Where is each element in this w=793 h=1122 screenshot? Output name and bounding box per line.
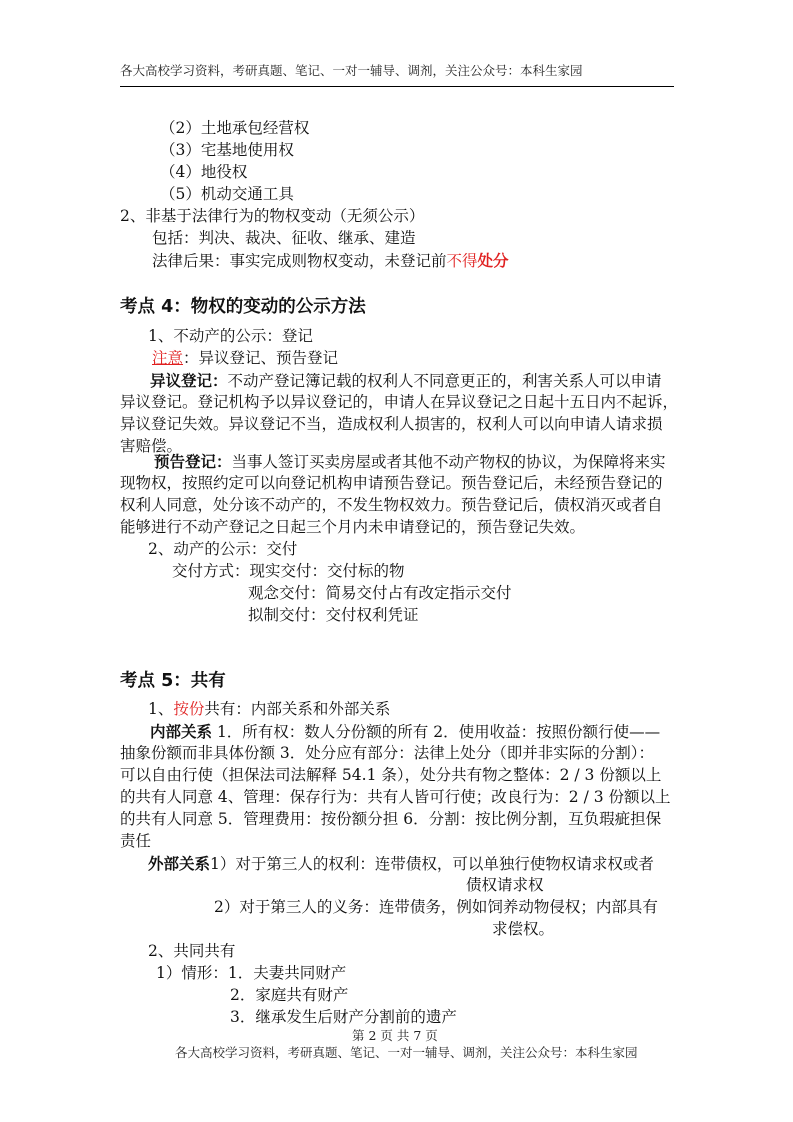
text-line: 责任 xyxy=(120,832,152,850)
paragraph xyxy=(150,370,662,392)
paragraph xyxy=(152,250,509,272)
list-item: 1）情形：1．夫妻共同财产 xyxy=(156,964,347,982)
list-item: 3．继承发生后财产分割前的遗产 xyxy=(230,1008,457,1026)
text-line: 2）对于第三人的义务：连带债务，例如饲养动物侵权；内部具有 xyxy=(214,898,658,916)
paragraph: 2、共同共有 xyxy=(148,942,236,960)
text-line: 当事人签订买卖房屋或者其他不动产物权的协议，为保障将来实 xyxy=(231,453,666,471)
highlight-text: 不得 xyxy=(446,252,478,270)
paragraph: 1、不动产的公示：登记 xyxy=(148,327,313,345)
text-line: 观念交付：简易交付占有改定指示交付 xyxy=(248,584,512,602)
text-line: 的共有人同意 4、管理：保存行为：共有人皆可行使；改良行为：2 / 3 份额以上 xyxy=(120,788,671,806)
list-item: （3）宅基地使用权 xyxy=(160,141,294,159)
list-item: 2．家庭共有财产 xyxy=(230,986,349,1004)
text-line: 1）对于第三人的权利：连带债权，可以单独行使物权请求权或者 xyxy=(210,855,654,873)
heading-kaodian-4: 考点 4：物权的变动的公示方法 xyxy=(120,297,366,317)
text-line: 现物权，按照约定可以向登记机构申请预告登记。预告登记后，未经预告登记的 xyxy=(120,474,663,492)
note-label: 注意 xyxy=(152,349,184,367)
highlight-text: 处分 xyxy=(477,251,509,270)
text-line: 拟制交付：交付权利凭证 xyxy=(248,606,419,624)
result-text: 法律后果：事实完成则物权变动，未登记前 xyxy=(152,252,447,270)
paragraph xyxy=(148,853,654,875)
text-line: 共有：内部关系和外部关系 xyxy=(204,700,391,718)
text-line: 债权请求权 xyxy=(466,876,544,894)
term-label: 预告登记： xyxy=(154,452,232,471)
highlight-text: 按份 xyxy=(173,700,205,718)
page-footer: 各大高校学习资料，考研真题、笔记、一对一辅导、调剂，关注公众号：本科生家园 xyxy=(175,1045,638,1060)
text-line: 的共有人同意 5．管理费用：按份额分担 6．分割：按比例分割，互负瑕疵担保 xyxy=(120,810,662,828)
text-line: 异议登记失效。异议登记不当，造成权利人损害的，权利人可以向申请人请求损 xyxy=(120,415,663,433)
term-label: 内部关系 xyxy=(150,722,213,741)
text-line: 异议登记。登记机构予以异议登记的，申请人在异议登记之日起十五日内不起诉， xyxy=(120,393,679,411)
heading-kaodian-5: 考点 5：共有 xyxy=(120,671,226,691)
text-line: 不动产登记簿记载的权利人不同意更正的，利害关系人可以申请 xyxy=(227,372,662,390)
note-line xyxy=(152,348,338,369)
note-text: ：异议登记、预告登记 xyxy=(183,349,339,367)
text-line: 权利人同意，处分该不动产的，不发生物权效力。预告登记后，债权消灭或者自 xyxy=(120,496,663,514)
header-divider xyxy=(120,86,674,87)
section-title: 2、非基于法律行为的物权变动（无须公示） xyxy=(120,207,425,225)
text-line: 1、 xyxy=(148,700,174,718)
text-line: 害赔偿。 xyxy=(120,437,183,455)
term-label: 外部关系 xyxy=(148,854,211,873)
text-line: 抽象份额而非具体份额 3．处分应有部分：法律上处分（即并非实际的分割）： xyxy=(120,744,655,762)
paragraph xyxy=(150,721,660,743)
list-item: （2）土地承包经营权 xyxy=(160,119,310,137)
text-line: 求偿权。 xyxy=(492,920,555,938)
text-line: 可以自由行使（担保法司法解释 54.1 条），处分共有物之整体：2 / 3 份额以上 xyxy=(120,766,662,784)
page-number: 第 2 页 共 7 页 xyxy=(352,1028,438,1043)
term-label: 异议登记： xyxy=(150,371,228,390)
text-line: 能够进行不动产登记之日起三个月内未申请登记的，预告登记失效。 xyxy=(120,518,586,536)
paragraph xyxy=(154,451,666,473)
list-item: （5）机动交通工具 xyxy=(160,185,294,203)
text-line: 交付方式：现实交付：交付标的物 xyxy=(172,562,405,580)
page-header: 各大高校学习资料，考研真题、笔记、一对一辅导、调剂，关注公众号：本科生家园 xyxy=(120,63,583,78)
paragraph xyxy=(148,699,390,720)
paragraph: 包括：判决、裁决、征收、继承、建造 xyxy=(152,229,416,247)
paragraph: 2、动产的公示：交付 xyxy=(148,540,298,558)
text-line: 1．所有权：数人分份额的所有 2．使用收益：按照份额行使—— xyxy=(212,723,661,741)
list-item: （4）地役权 xyxy=(160,163,248,181)
